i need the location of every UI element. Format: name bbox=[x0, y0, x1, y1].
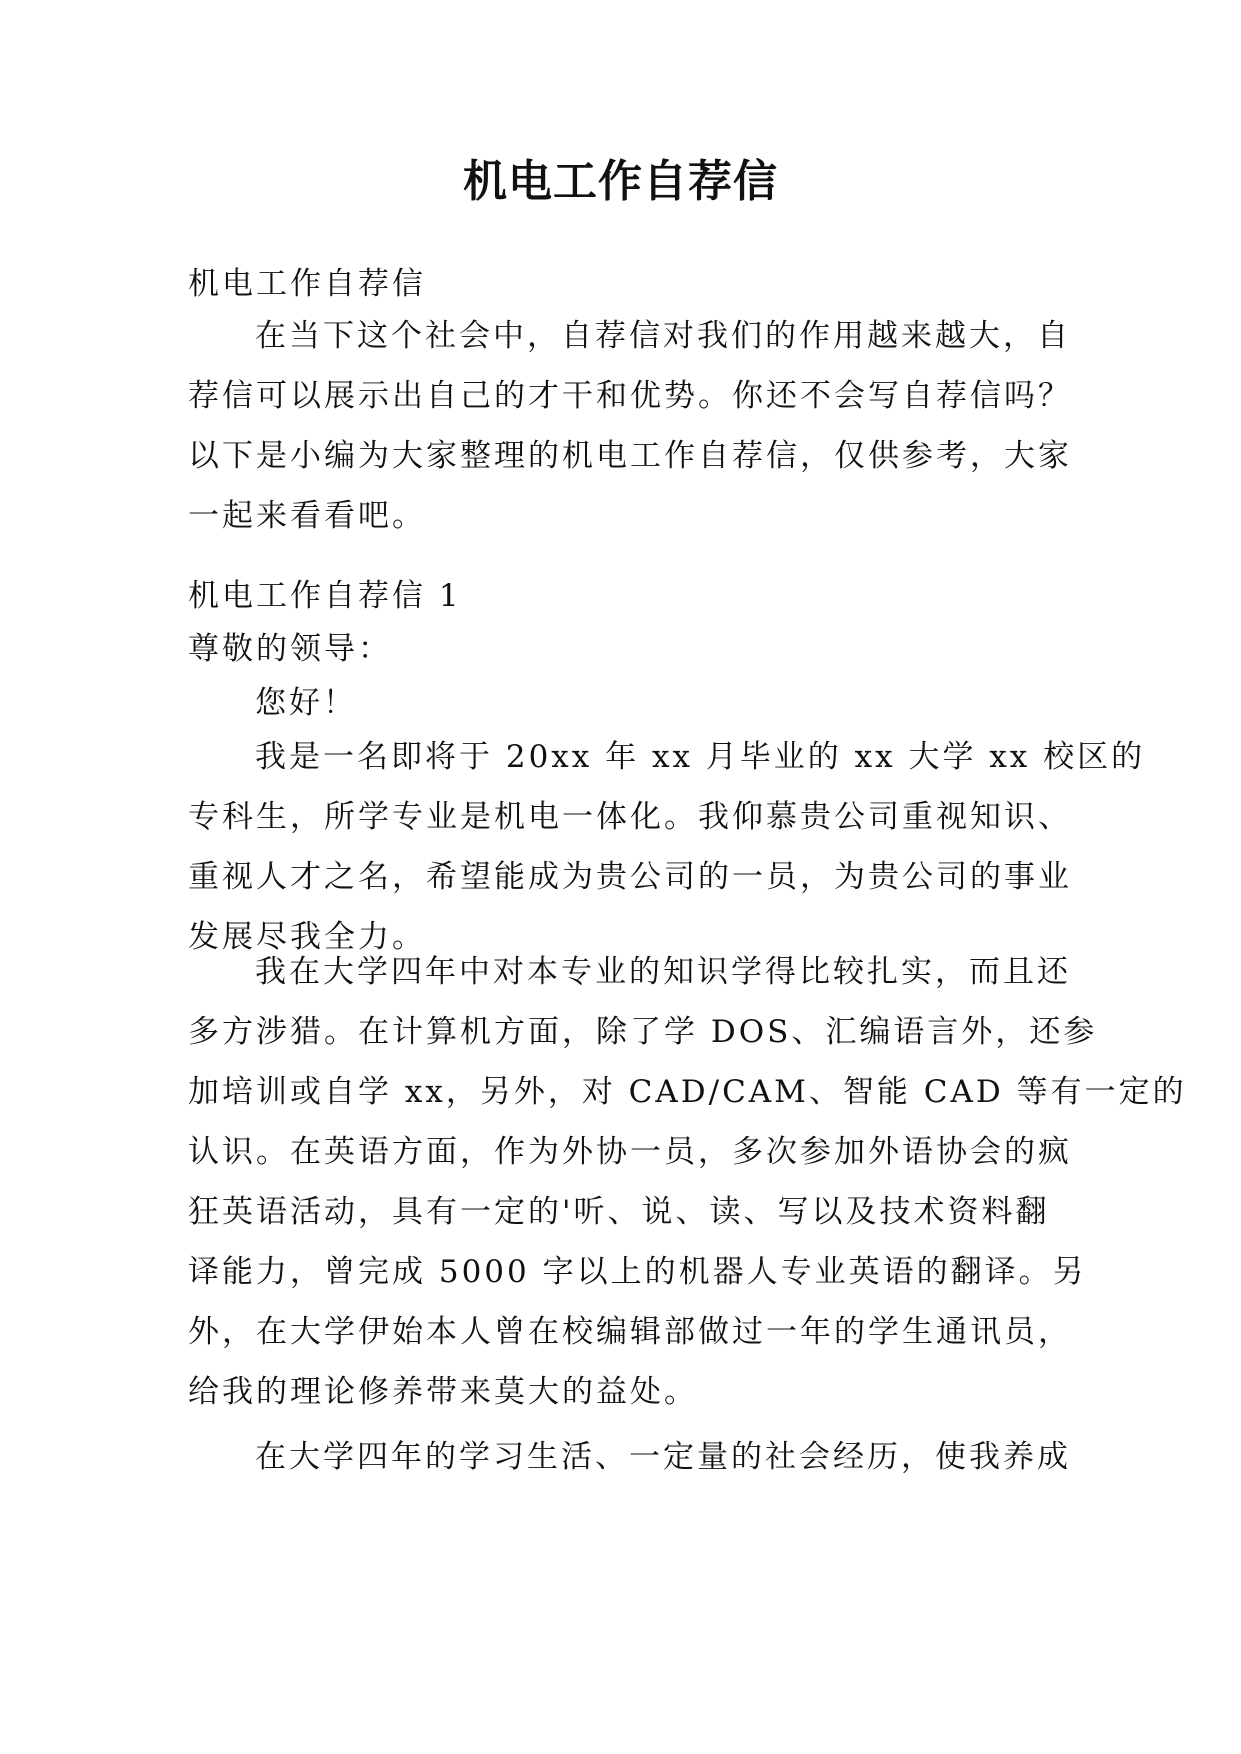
intro-line-3: 以下是小编为大家整理的机电工作自荐信，仅供参考，大家 bbox=[188, 438, 1072, 474]
intro-paragraph bbox=[188, 306, 1072, 546]
section-heading-line: 机电工作自荐信 1 bbox=[188, 578, 462, 614]
paragraph-1-line-4: 发展尽我全力。 bbox=[188, 919, 426, 955]
salutation bbox=[188, 619, 1058, 679]
subtitle-line: 机电工作自荐信 bbox=[188, 266, 426, 302]
salutation-line: 尊敬的领导： bbox=[188, 631, 392, 667]
paragraph-1-line-3: 重视人才之名，希望能成为贵公司的一员，为贵公司的事业 bbox=[188, 859, 1072, 895]
intro-line-2: 荐信可以展示出自己的才干和优势。你还不会写自荐信吗？ bbox=[188, 378, 1072, 414]
paragraph-2-line-4: 认识。在英语方面，作为外协一员，多次参加外语协会的疯 bbox=[188, 1134, 1072, 1170]
paragraph-3-line-1: 在大学四年的学习生活、一定量的社会经历，使我养成 bbox=[255, 1439, 1071, 1475]
paragraph-1 bbox=[188, 727, 1146, 967]
paragraph-2-line-3: 加培训或自学 xx，另外，对 CAD/CAM、智能 CAD 等有一定的 bbox=[188, 1074, 1187, 1110]
document-title: 机电工作自荐信 bbox=[463, 156, 778, 207]
intro-line-1: 在当下这个社会中，自荐信对我们的作用越来越大，自 bbox=[255, 318, 1071, 354]
paragraph-1-line-1: 我是一名即将于 20xx 年 xx 月毕业的 xx 大学 xx 校区的 bbox=[255, 739, 1146, 775]
paragraph-1-line-2: 专科生，所学专业是机电一体化。我仰慕贵公司重视知识、 bbox=[188, 799, 1072, 835]
intro-line-4: 一起来看看吧。 bbox=[188, 498, 426, 534]
document-subtitle bbox=[188, 254, 1058, 314]
greeting-line: 您好！ bbox=[255, 685, 357, 721]
paragraph-2-line-1: 我在大学四年中对本专业的知识学得比较扎实，而且还 bbox=[255, 954, 1071, 990]
paragraph-2-line-8: 给我的理论修养带来莫大的益处。 bbox=[188, 1374, 698, 1410]
paragraph-2-line-2: 多方涉猎。在计算机方面，除了学 DOS、汇编语言外，还参 bbox=[188, 1014, 1098, 1050]
paragraph-2-line-6: 译能力，曾完成 5000 字以上的机器人专业英语的翻译。另 bbox=[188, 1254, 1087, 1290]
section-heading bbox=[188, 566, 1058, 626]
paragraph-3 bbox=[188, 1427, 1071, 1487]
paragraph-2 bbox=[188, 942, 1187, 1422]
paragraph-2-line-7: 外，在大学伊始本人曾在校编辑部做过一年的学生通讯员， bbox=[188, 1314, 1072, 1350]
paragraph-2-line-5: 狂英语活动，具有一定的'听、说、读、写以及技术资料翻 bbox=[188, 1194, 1050, 1230]
greeting bbox=[188, 673, 1058, 733]
